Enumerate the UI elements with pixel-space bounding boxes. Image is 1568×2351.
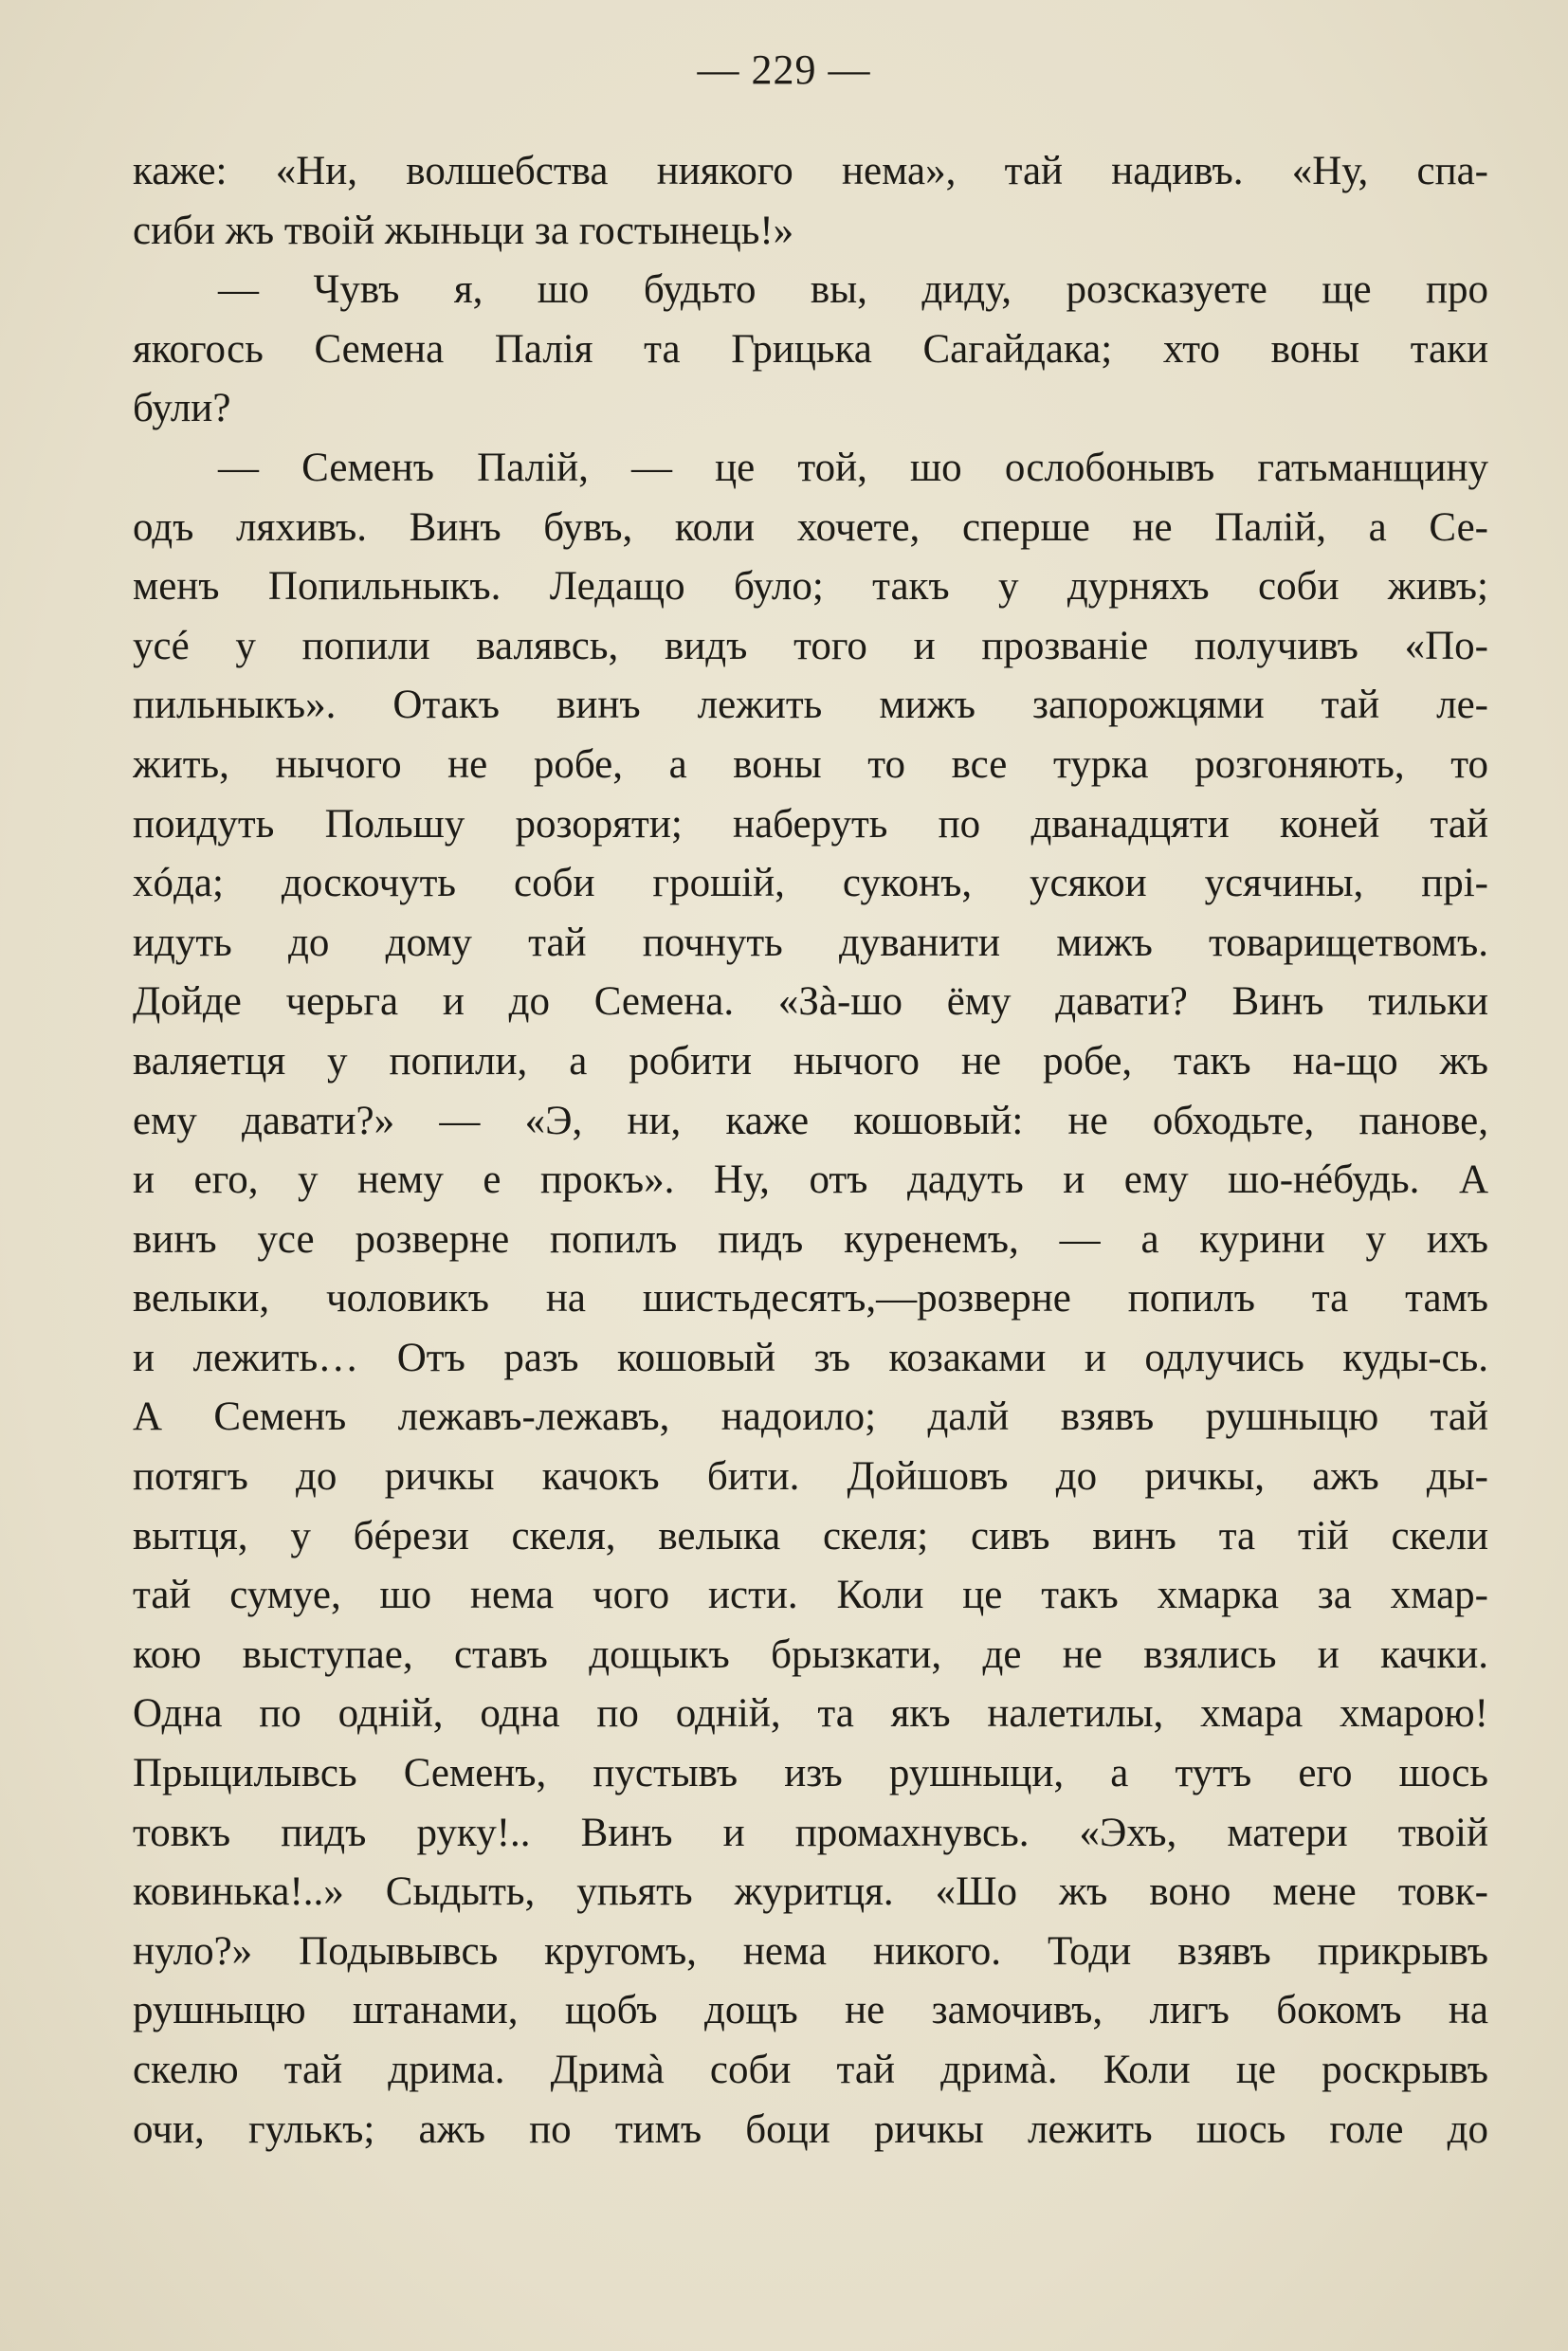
text-line: поидуть Польшу розоряти; наберуть по дванадцяти коней тай (133, 801, 1488, 847)
text-line: сиби жъ твоій жыньци за гостынець!» (133, 208, 794, 253)
text-line: нуло?» Подывывсь кругомъ, нема никого. Тоди взявъ прикрывъ (133, 1928, 1488, 1974)
text-line: скелю тай дрима. Дримà соби тай дримà. Коли це роскрывъ (133, 2048, 1488, 2092)
text-line: тай сумуе, шо нема чого исти. Коли це такъ хмарка за хмар- (133, 1573, 1488, 1618)
text-line: очи, гулькъ; ажъ по тимъ боци ричкы лежить шось голе до (133, 2106, 1488, 2152)
body-text (133, 142, 1488, 2160)
text-line: рушныцю штанами, щобъ дощъ не замочивъ, лигъ бокомъ на (133, 1988, 1488, 2033)
text-line: хóда; доскочуть соби грошій, суконъ, усякои усячины, прі- (133, 861, 1488, 906)
text-line: каже: «Ни, волшебства ниякого нема», тай надивъ. «Ну, спа- (133, 149, 1488, 193)
text-line: Одна по одній, одна по одній, та якъ налетилы, хмара хмарою! (133, 1691, 1488, 1737)
text-line: валяетця у попили, а робити нычого не робе, такъ на-що жъ (133, 1038, 1488, 1084)
page-number: — 229 — (697, 46, 871, 93)
text-line: вытця, у бéрези скеля, велыка скеля; сивъ винъ та тій скели (133, 1513, 1488, 1558)
text-line: и лежить… Отъ разъ кошовый зъ козаками и одлучись куды-сь. (133, 1335, 1488, 1380)
text-line: А Семенъ лежавъ-лежавъ, надоило; далй взявъ рушныцю тай (133, 1394, 1488, 1440)
text-line: велыки, чоловикъ на шистьдесятъ,—розверне попилъ та тамъ (133, 1276, 1488, 1321)
text-line: усé у попили валявсь, видъ того и прозваніе получивъ «По- (133, 623, 1488, 668)
text-line: жить, нычого не робе, а воны то все турка розгоняють, то (133, 741, 1488, 787)
text-line: одъ ляхивъ. Винъ бувъ, коли хочете, сперше не Палій, а Се- (133, 504, 1488, 550)
text-line: ему давати?» — «Э, ни, каже кошовый: не обходьте, панове, (133, 1098, 1488, 1143)
text-line: були? (133, 386, 231, 431)
text-line: — Чувъ я, шо будьто вы, диду, розсказуете ще про (218, 267, 1488, 313)
text-line: ковинька!..» Сыдыть, упьять журитця. «Шо жъ воно мене товк- (133, 1869, 1488, 1915)
text-line: пильныкъ». Отакъ винъ лежить мижъ запорожцями тай ле- (133, 683, 1488, 728)
text-line: винъ усе розверне попилъ пидъ куренемъ, — а курини у ихъ (133, 1216, 1488, 1262)
text-line: — Семенъ Палій, — це той, шо ослобонывъ гатьманщину (218, 445, 1488, 490)
text-line: Дойде черьга и до Семена. «Зà-шо ёму давати? Винъ тильки (133, 979, 1488, 1025)
text-line: потягъ до ричкы качокъ бити. Дойшовъ до ричкы, ажъ ды- (133, 1454, 1488, 1500)
text-line: и его, у нему е прокъ». Ну, отъ дадуть и ему шо-нéбудь. А (133, 1157, 1488, 1203)
text-line: менъ Попильныкъ. Ледащо було; такъ у дурняхъ соби живъ; (133, 564, 1488, 610)
text-line: товкъ пидъ руку!.. Винъ и промахнувсь. «Эхъ, матери твоій (133, 1810, 1488, 1855)
text-line: кою выступае, ставъ дощыкъ брызкати, де не взялись и качки. (133, 1631, 1488, 1677)
text-line: Прыцилывсь Семенъ, пустывъ изъ рушныци, а тутъ его шось (133, 1751, 1488, 1796)
text-line: идуть до дому тай почнуть дуванити мижъ товарищетвомъ. (133, 920, 1488, 965)
text-line: якогось Семена Палія та Грицька Сагайдака; хто воны таки (133, 326, 1488, 372)
